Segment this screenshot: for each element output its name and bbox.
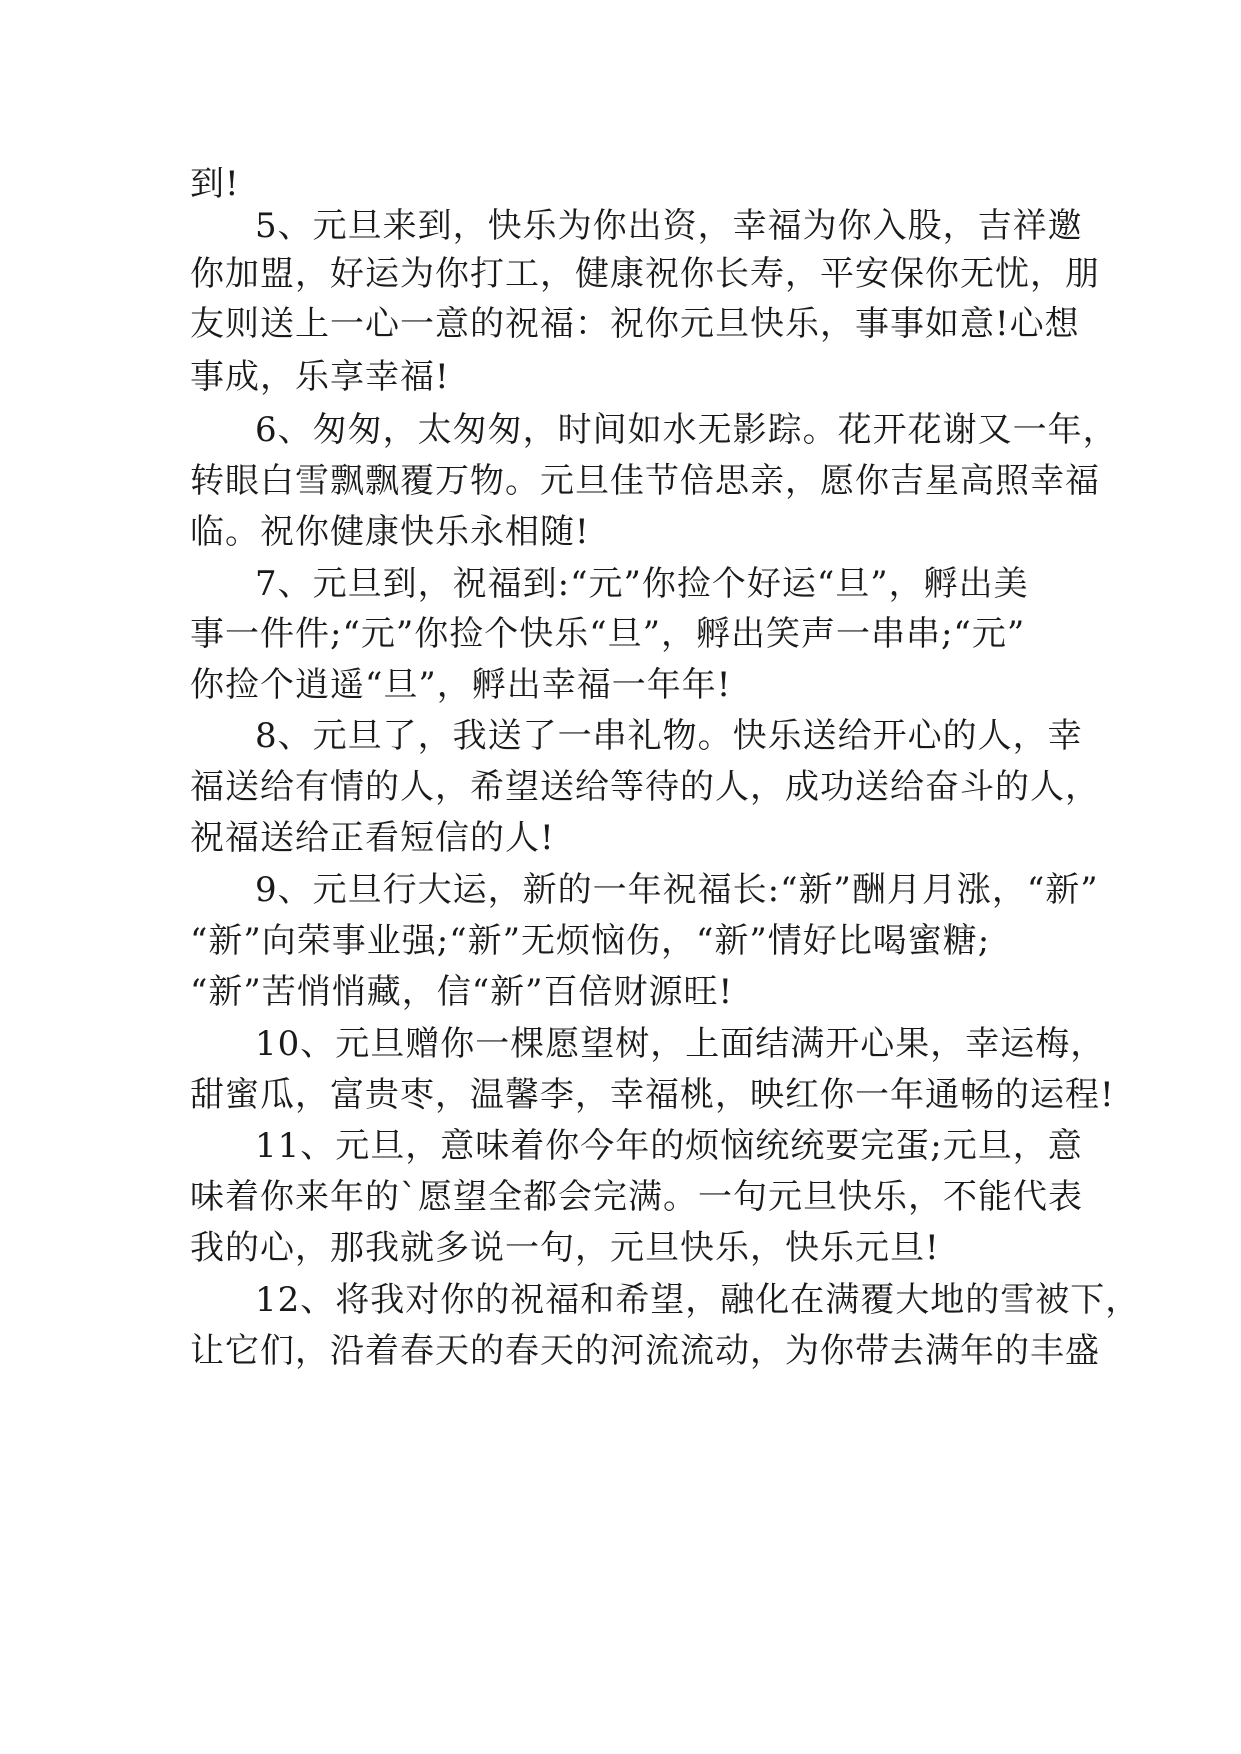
paragraph-6-line-2: 转眼白雪飘飘覆万物。元旦佳节倍思亲，愿你吉星高照幸福: [190, 461, 1100, 501]
paragraph-8-line-3: 祝福送给正看短信的人!: [190, 818, 555, 858]
paragraph-5-line-4: 事成，乐享幸福!: [190, 357, 450, 397]
paragraph-10-line-1: 10、元旦赠你一棵愿望树，上面结满开心果，幸运梅，: [255, 1024, 1106, 1064]
paragraph-5-line-1: 5、元旦来到，快乐为你出资，幸福为你入股，吉祥邀: [255, 206, 1083, 246]
paragraph-6-line-1: 6、匆匆，太匆匆，时间如水无影踪。花开花谢又一年，: [255, 410, 1118, 450]
paragraph-10-line-2: 甜蜜瓜，富贵枣，温馨李，幸福桃，映红你一年通畅的运程!: [190, 1075, 1115, 1115]
paragraph-12-line-2: 让它们，沿着春天的春天的河流流动，为你带去满年的丰盛: [190, 1331, 1100, 1371]
paragraph-11-line-3: 我的心，那我就多说一句，元旦快乐，快乐元旦!: [190, 1228, 940, 1268]
paragraph-6-line-3: 临。祝你健康快乐永相随!: [190, 512, 590, 552]
paragraph-12-line-1: 12、将我对你的祝福和希望，融化在满覆大地的雪被下，: [255, 1280, 1141, 1320]
paragraph-7-line-1: 7、元旦到，祝福到:“元”你捡个好运“旦”，孵出美: [255, 564, 1029, 604]
paragraph-9-line-3: “新”苦悄悄藏，信“新”百倍财源旺!: [190, 972, 734, 1012]
paragraph-8-line-1: 8、元旦了，我送了一串礼物。快乐送给开心的人，幸: [255, 716, 1083, 756]
paragraph-8-line-2: 福送给有情的人，希望送给等待的人，成功送给奋斗的人，: [190, 767, 1100, 807]
paragraph-5-line-3: 友则送上一心一意的祝福：祝你元旦快乐，事事如意!心想: [190, 304, 1080, 344]
paragraph-11-line-2: 味着你来年的`愿望全都会完满。一句元旦快乐，不能代表: [190, 1177, 1083, 1217]
paragraph-7-line-3: 你捡个逍遥“旦”，孵出幸福一年年!: [190, 665, 732, 705]
paragraph-5-line-2: 你加盟，好运为你打工，健康祝你长寿，平安保你无忧，朋: [190, 254, 1100, 294]
paragraph-9-line-1: 9、元旦行大运，新的一年祝福长:“新”酬月月涨，“新”: [255, 870, 1099, 910]
paragraph-9-line-2: “新”向荣事业强;“新”无烦恼伤，“新”情好比喝蜜糖;: [190, 921, 991, 961]
paragraph-11-line-1: 11、元旦，意味着你今年的烦恼统统要完蛋;元旦，意: [255, 1126, 1083, 1166]
paragraph-7-line-2: 事一件件;“元”你捡个快乐“旦”，孵出笑声一串串;“元”: [190, 614, 1026, 654]
text-line: 到!: [190, 164, 240, 204]
